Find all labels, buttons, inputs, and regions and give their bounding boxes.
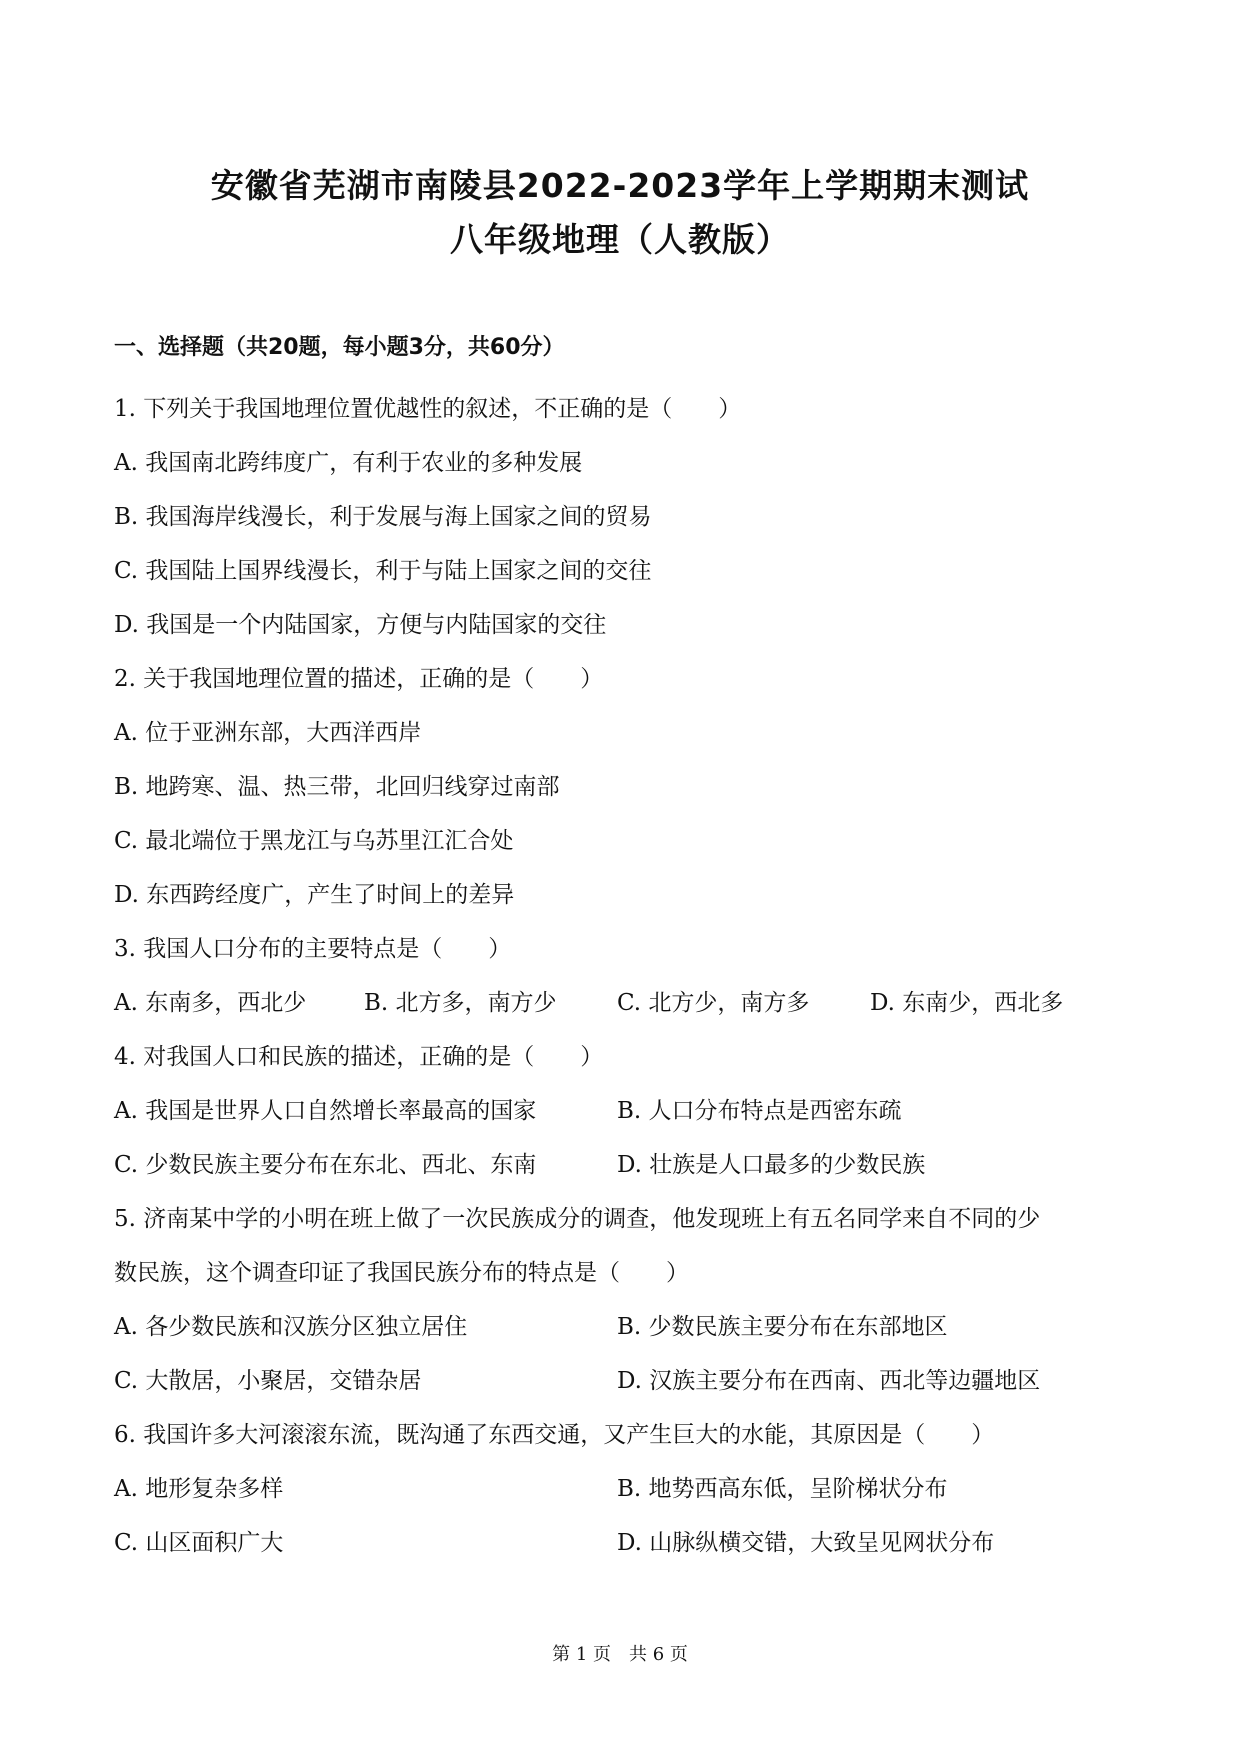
question-5-stem-line2: 数民族，这个调查印证了我国民族分布的特点是（ ） (114, 1260, 689, 1286)
question-3-option-a: A. 东南多，西北少 (114, 990, 307, 1016)
question-4-stem: 4. 对我国人口和民族的描述，正确的是（ ） (114, 1044, 604, 1070)
question-3-stem: 3. 我国人口分布的主要特点是（ ） (114, 936, 512, 962)
question-4-option-d: D. 壮族是人口最多的少数民族 (617, 1152, 926, 1178)
question-2-option-b: B. 地跨寒、温、热三带，北回归线穿过南部 (114, 774, 560, 800)
question-3-option-c: C. 北方少，南方多 (617, 990, 810, 1016)
question-1-stem: 1. 下列关于我国地理位置优越性的叙述，不正确的是（ ） (114, 396, 742, 422)
question-5-option-d: D. 汉族主要分布在西南、西北等边疆地区 (617, 1368, 1041, 1394)
question-2-option-d: D. 东西跨经度广，产生了时间上的差异 (114, 882, 515, 908)
question-4-option-c: C. 少数民族主要分布在东北、西北、东南 (114, 1152, 537, 1178)
question-6-option-b: B. 地势西高东低，呈阶梯状分布 (617, 1476, 948, 1502)
question-5-option-c: C. 大散居，小聚居，交错杂居 (114, 1368, 422, 1394)
section-heading: 一、选择题（共20题，每小题3分，共60分） (114, 335, 565, 360)
exam-title-line1: 安徽省芜湖市南陵县2022-2023学年上学期期末测试 (210, 166, 1030, 205)
question-6-option-c: C. 山区面积广大 (114, 1530, 284, 1556)
question-1-option-a: A. 我国南北跨纬度广，有利于农业的多种发展 (114, 450, 583, 476)
question-4-option-b: B. 人口分布特点是西密东疏 (617, 1098, 902, 1124)
question-6-option-a: A. 地形复杂多样 (114, 1476, 284, 1502)
question-6-option-d: D. 山脉纵横交错，大致呈见网状分布 (617, 1530, 995, 1556)
question-3-option-b: B. 北方多，南方少 (364, 990, 557, 1016)
exam-title-line2: 八年级地理（人教版） (450, 220, 790, 259)
question-5-stem-line1: 5. 济南某中学的小明在班上做了一次民族成分的调查，他发现班上有五名同学来自不同的少 (114, 1206, 1041, 1232)
question-5-option-a: A. 各少数民族和汉族分区独立居住 (114, 1314, 468, 1340)
question-2-option-a: A. 位于亚洲东部，大西洋西岸 (114, 720, 422, 746)
question-4-option-a: A. 我国是世界人口自然增长率最高的国家 (114, 1098, 537, 1124)
page-footer: 第 1 页 共 6 页 (552, 1644, 688, 1665)
question-2-stem: 2. 关于我国地理位置的描述，正确的是（ ） (114, 666, 604, 692)
question-3-option-d: D. 东南少，西北多 (870, 990, 1064, 1016)
question-1-option-b: B. 我国海岸线漫长，利于发展与海上国家之间的贸易 (114, 504, 652, 530)
question-1-option-c: C. 我国陆上国界线漫长，利于与陆上国家之间的交往 (114, 558, 652, 584)
question-6-stem: 6. 我国许多大河滚滚东流，既沟通了东西交通，又产生巨大的水能，其原因是（ ） (114, 1422, 995, 1448)
question-2-option-c: C. 最北端位于黑龙江与乌苏里江汇合处 (114, 828, 514, 854)
question-1-option-d: D. 我国是一个内陆国家，方便与内陆国家的交往 (114, 612, 607, 638)
question-5-option-b: B. 少数民族主要分布在东部地区 (617, 1314, 948, 1340)
